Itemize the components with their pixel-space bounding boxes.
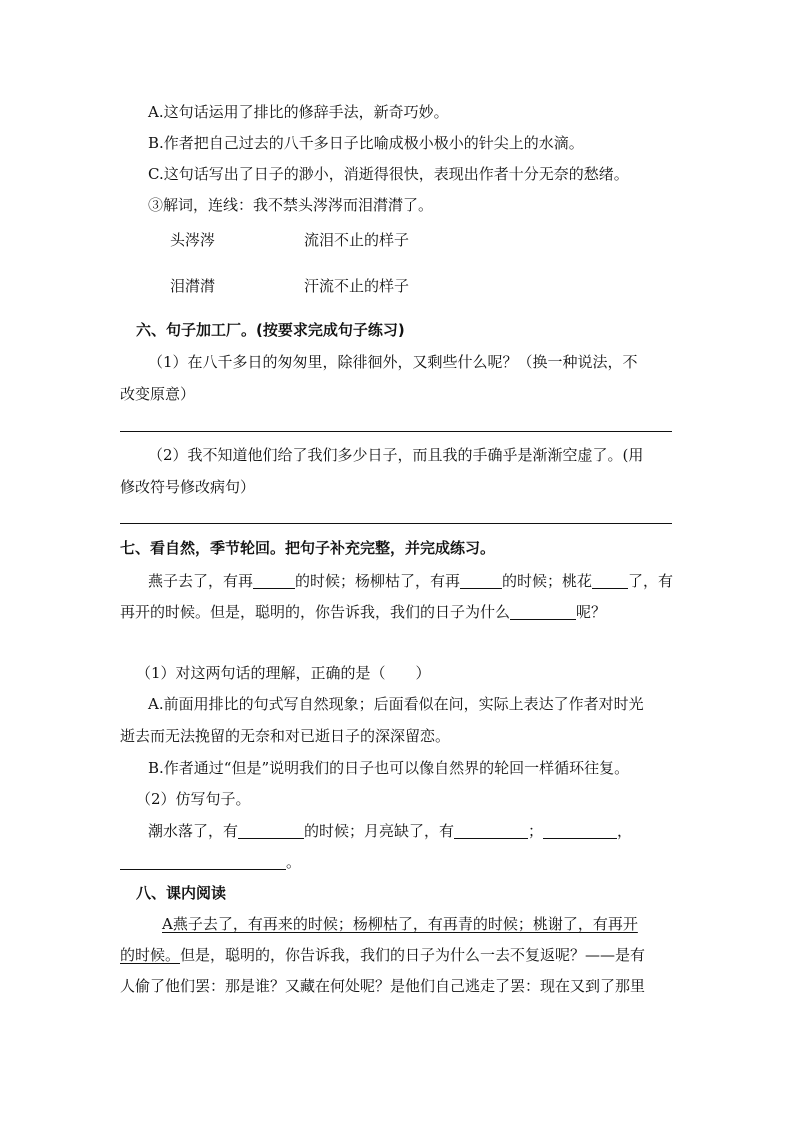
blank-5[interactable] <box>238 822 304 839</box>
sentence-part-b: 的时候；杨柳枯了，有再 <box>295 572 461 590</box>
blank-7[interactable] <box>543 822 617 839</box>
sentence2-part-a: 再开的时候。但是，聪明的，你告诉我，我们的日子为什么 <box>120 603 511 621</box>
imitation-line-1 <box>148 821 632 841</box>
answer-line-2[interactable] <box>120 523 672 524</box>
sentence2-part-b: 呢？ <box>576 603 607 621</box>
word-1: 头涔涔 <box>170 231 216 249</box>
section-6-q1-line1: （1）在八千多日的匆匆里，除徘徊外，又剩些什么呢？（换一种说法，不 <box>148 353 638 371</box>
imitation-part-c: ； <box>528 822 544 840</box>
word-2: 泪潸潸 <box>170 277 216 295</box>
section-6-q2-line1: （2）我不知道他们给了我们多少日子，而且我的手确乎是渐渐空虚了。(用 <box>148 446 644 464</box>
sentence-line-2 <box>120 602 606 622</box>
option-a: A.这句话运用了排比的修辞手法，新奇巧妙。 <box>148 103 449 121</box>
reading-underlined-2: 的时候。 <box>120 946 181 964</box>
reading-line-2 <box>120 945 645 965</box>
blank-2[interactable] <box>460 572 502 589</box>
reading-rest-2: 但是，聪明的，你告诉我，我们的日子为什么一去不复返呢？——是有 <box>180 946 646 964</box>
imitation-line-2 <box>120 852 301 872</box>
blank-6[interactable] <box>454 822 528 839</box>
blank-3[interactable] <box>592 572 628 589</box>
section-6-q1-line2: 改变原意） <box>120 385 196 403</box>
section-6-heading: 六、句子加工厂。(按要求完成句子练习) <box>136 321 405 339</box>
blank-1[interactable] <box>253 572 295 589</box>
blank-8[interactable] <box>120 853 286 870</box>
imitation-part-b: 的时候；月亮缺了，有 <box>304 822 455 840</box>
reading-line-1 <box>162 914 638 934</box>
imitation-part-d: ， <box>617 822 633 840</box>
blank-4[interactable] <box>510 603 576 620</box>
question-3: ③解词，连线：我不禁头涔涔而泪潸潸了。 <box>148 196 434 214</box>
section-7-heading: 七、看自然，季节轮回。把句子补充完整，并完成练习。 <box>120 539 496 557</box>
section-8-heading: 八、课内阅读 <box>136 884 227 902</box>
meaning-2: 汗流不止的样子 <box>304 277 410 295</box>
imitation-part-a: 潮水落了，有 <box>148 822 239 840</box>
section-6-q2-line2: 修改符号修改病句） <box>120 478 256 496</box>
sentence-part-a: 燕子去了，有再 <box>148 572 254 590</box>
section-7-q1: （1）对这两句话的理解，正确的是（ ） <box>136 664 431 682</box>
meaning-1: 流泪不止的样子 <box>304 231 410 249</box>
reading-underlined-1: A燕子去了，有再来的时候；杨柳枯了，有再青的时候；桃谢了，有再开 <box>162 915 638 933</box>
section-7-option-a-line2: 逝去而无法挽留的无奈和对已逝日子的深深留恋。 <box>120 727 451 745</box>
option-b: B.作者把自己过去的八千多日子比喻成极小极小的针尖上的水滴。 <box>148 134 584 152</box>
sentence-part-c: 的时候；桃花 <box>502 572 593 590</box>
section-7-q2: （2）仿写句子。 <box>136 790 251 808</box>
reading-line-3: 人偷了他们罢：那是谁？又藏在何处呢？是他们自己逃走了罢：现在又到了那里 <box>120 977 646 995</box>
sentence-part-d: 了，有 <box>628 572 674 590</box>
section-7-option-b: B.作者通过“但是”说明我们的日子也可以像自然界的轮回一样循环往复。 <box>148 759 630 777</box>
imitation-end: 。 <box>286 853 302 871</box>
answer-line-1[interactable] <box>120 431 672 432</box>
section-7-option-a-line1: A.前面用排比的句式写自然现象；后面看似在问，实际上表达了作者对时光 <box>148 695 644 713</box>
option-c: C.这句话写出了日子的渺小，消逝得很快，表现出作者十分无奈的愁绪。 <box>148 165 629 183</box>
sentence-line-1 <box>148 571 673 591</box>
